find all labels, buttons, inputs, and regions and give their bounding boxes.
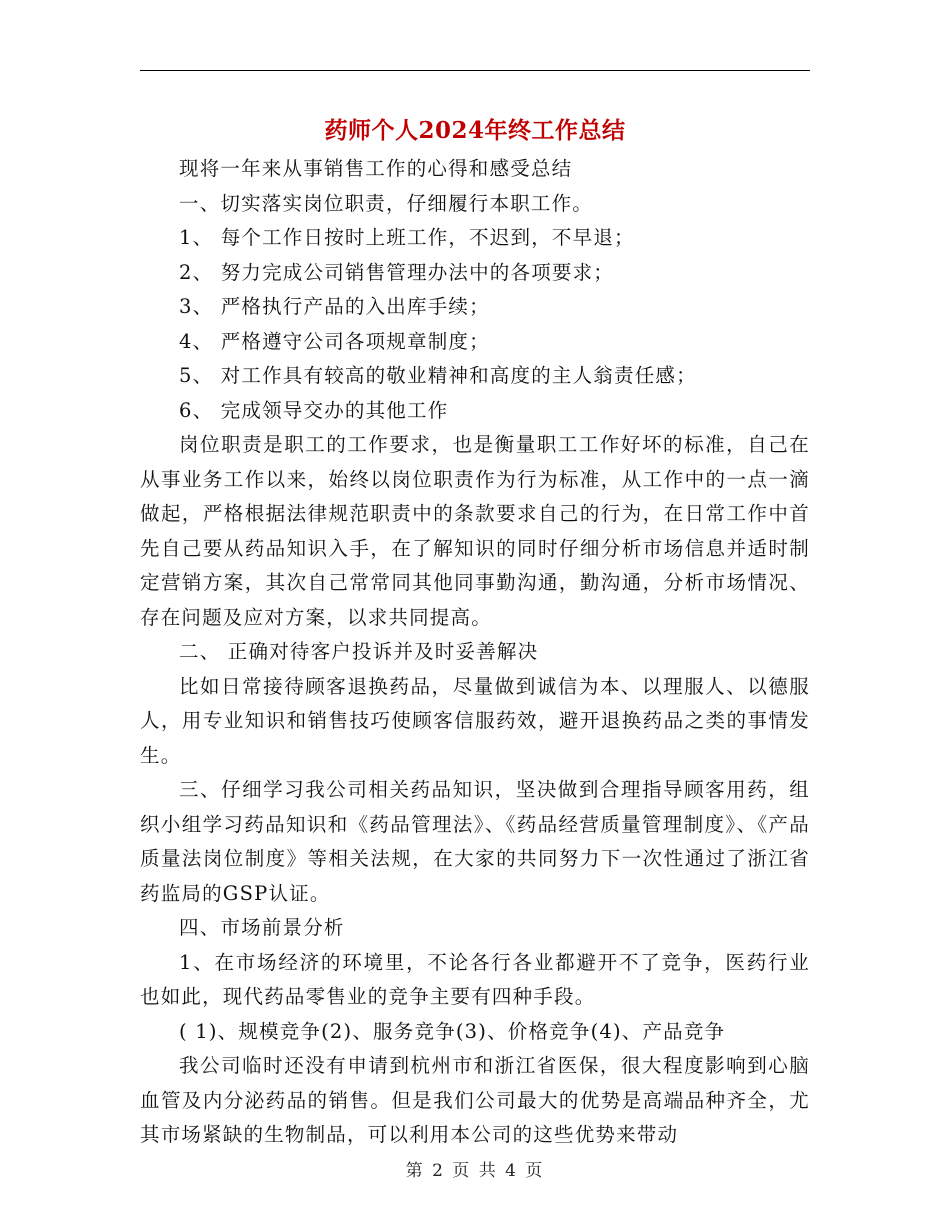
paragraph: 岗位职责是职工的工作要求，也是衡量职工工作好坏的标准，自己在从事业务工作以来，始终以岗位职责作为行为标准，从工作中的一点一滴做起，严格根据法律规范职责中的条款要求自己的行为，在日常工作中首先自己要从药品知识入手，在了解知识的同时仔细分析市场信息并适时制定营销方案，其次自己常常同其他同事勤沟通，勤沟通，分析市场情况、存在问题及应对方案，以求共同提高。 <box>140 433 810 629</box>
paragraph: ( 1)、规模竞争(2)、服务竞争(3)、价格竞争(4)、产品竞争 <box>179 1019 726 1043</box>
paragraph: 1、在市场经济的环境里，不论各行各业都避开不了竞争，医药行业也如此，现代药品零售业的竞争主要有四种手段。 <box>140 950 810 1008</box>
list-item: 6、 完成领导交办的其他工作 <box>179 398 449 422</box>
header-rule <box>140 70 810 71</box>
section-heading: 四、市场前景分析 <box>179 916 345 939</box>
list-item: 2、 努力完成公司销售管理办法中的各项要求； <box>179 260 615 284</box>
paragraph: 我公司临时还没有申请到杭州市和浙江省医保，很大程度影响到心脑血管及内分泌药品的销售。但是我们公司最大的优势是高端品种齐全，尤其市场紧缺的生物制品，可以利用本公司的这些优势来带动 <box>140 1054 810 1146</box>
paragraph: 三、仔细学习我公司相关药品知识，坚决做到合理指导顾客用药，组织小组学习药品知识和《药品管理法》、《药品经营质量管理制度》、《产品质量法岗位制度》等相关法规，在大家的共同努力下一次性通过了浙江省药监局的GSP认证。 <box>140 778 810 905</box>
paragraph: 比如日常接待顾客退换药品，尽量做到诚信为本、以理服人、以德服人，用专业知识和销售技巧使顾客信服药效，避开退换药品之类的事情发生。 <box>140 674 810 767</box>
list-item: 4、 严格遵守公司各项规章制度； <box>179 329 490 353</box>
list-item: 1、 每个工作日按时上班工作，不迟到，不早退； <box>179 226 635 249</box>
document-title: 药师个人2024年终工作总结 <box>324 117 626 144</box>
section-heading: 一、切实落实岗位职责，仔细履行本职工作。 <box>179 191 594 215</box>
paragraph: 现将一年来从事销售工作的心得和感受总结 <box>179 157 573 180</box>
list-item: 5、 对工作具有较高的敬业精神和高度的主人翁责任感； <box>179 364 697 387</box>
page-footer: 第 2 页 共 4 页 <box>405 1161 545 1181</box>
list-item: 3、 严格执行产品的入出库手续； <box>179 295 490 318</box>
section-heading: 二、 正确对待客户投诉并及时妥善解决 <box>179 640 539 663</box>
document-body <box>140 152 810 1153</box>
